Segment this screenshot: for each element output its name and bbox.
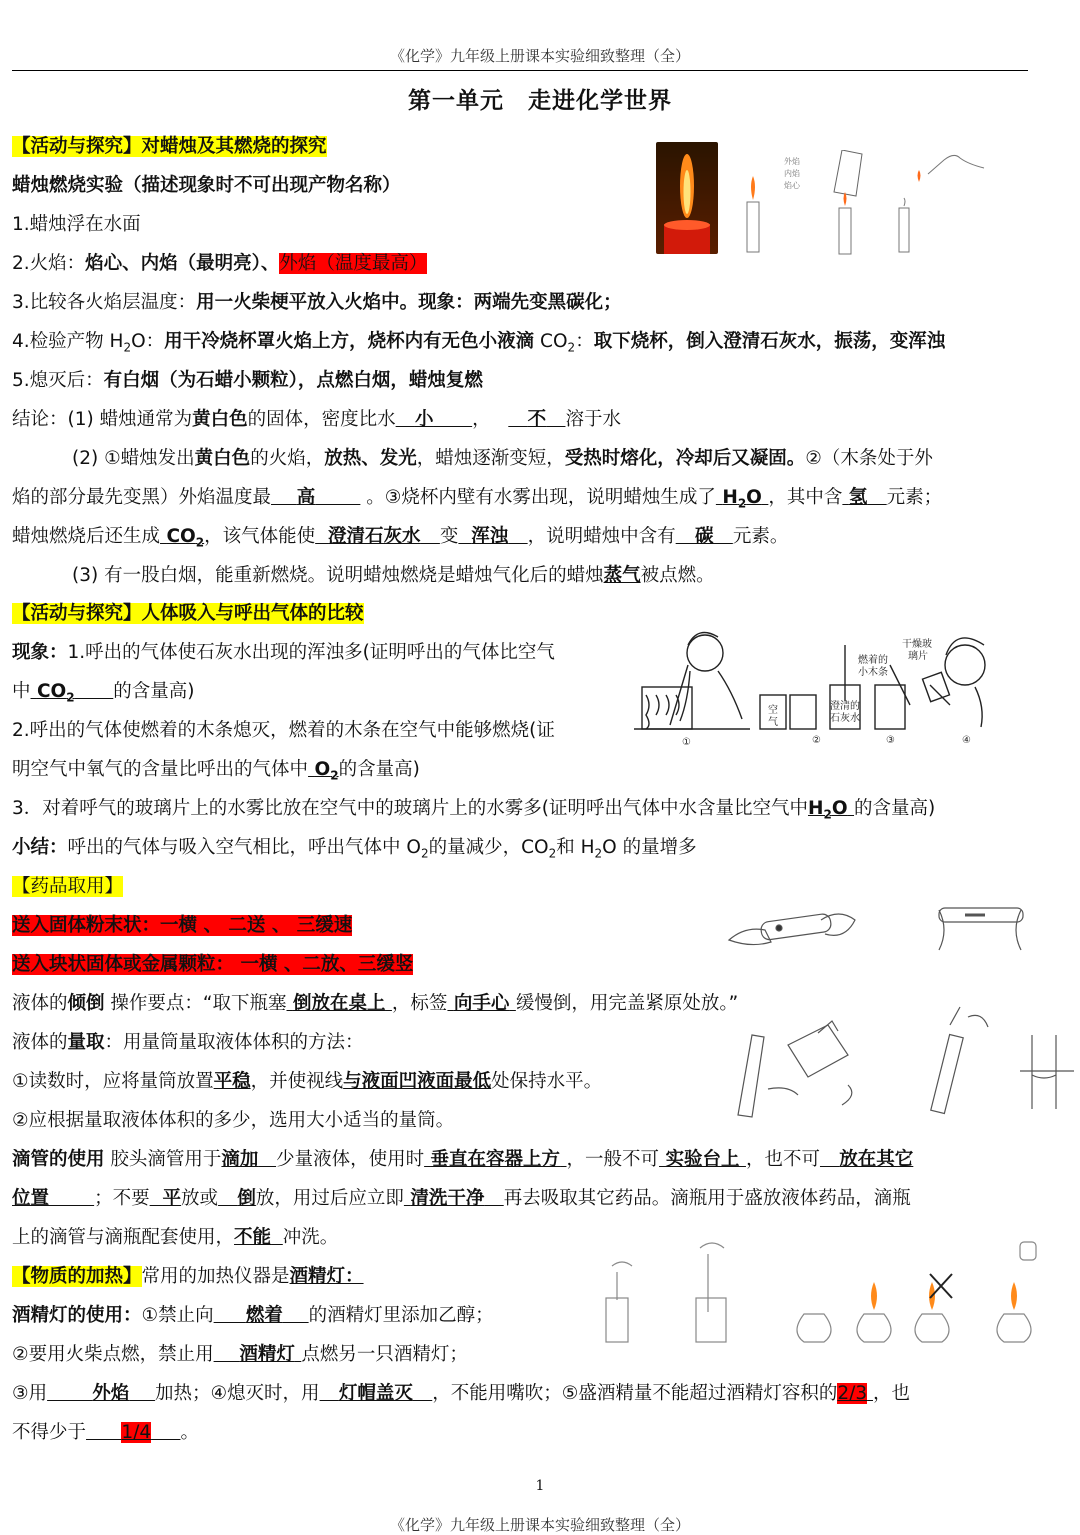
breath-experiment-figure (630, 625, 1000, 750)
alcohol-lamp-figure (600, 1238, 1050, 1348)
conclusion-4: 蜡烛燃烧后还生成 $CO_2$，该气体能使 澄清石灰水 变 浑浊 ，说明蜡烛中含有 碳 元素。 (12, 526, 789, 550)
candle-line-3: 3.比较各火焰层温度：用一火柴梗平放入火焰中。现象：两端先变黑碳化； (12, 292, 622, 313)
page-number: 1 (535, 1478, 545, 1494)
candle-subtitle: 蜡烛燃烧实验（描述现象时不可出现产物名称） (12, 175, 401, 196)
candle-diagrams (738, 150, 1038, 258)
breath-line-4: 明空气中氧气的含量比呼出的气体中 $O_2$的含量高) (12, 759, 420, 783)
page-header: 《化学》九年级上册课本实验细致整理（全） (389, 47, 690, 65)
section-heading-heating: 【物质的加热】 (12, 1266, 142, 1287)
section-heading-reagents: 【药品取用】 (12, 876, 124, 897)
breath-line-5: 3．对着呼气的玻璃片上的水雾比放在空气中的玻璃片上的水雾多(证明呼出气体中水含量比空气中$H_2O$ 的含量高) (12, 798, 936, 822)
svg-text:④: ④ (962, 735, 971, 746)
conclusion-1: 结论：(1) 蜡烛通常为黄白色的固体，密度比水 小 ， 不 溶于水 (12, 409, 621, 430)
lamp-rule-4: 不得少于 1/4 。 (12, 1422, 200, 1443)
svg-text:内焰: 内焰 (784, 169, 800, 178)
conclusion-3: 焰的部分最先变黑）外焰温度最 高 。③烧杯内壁有水雾出现，说明蜡烛生成了 $H_2O$ ，其中含 氢 元素； (12, 487, 943, 511)
page-footer: 《化学》九年级上册课本实验细致整理（全） (389, 1516, 690, 1534)
lamp-rule-2: ②要用火柴点燃，禁止用 酒精灯 点燃另一只酒精灯； (12, 1344, 468, 1365)
dropper-line-2: 位置 ；不要 平放或 倒放，用过后应立即 清洗干净 再去吸取其它药品。滴瓶用于盛放液体药品，滴瓶 (12, 1188, 911, 1209)
candle-line-4: 4.检验产物 $H_2O$：用干冷烧杯罩火焰上方，烧杯内有无色小液滴 $CO_2$：取下烧杯，倒入澄清石灰水，振荡，变浑浊 (12, 331, 946, 355)
heating-line-1: 【物质的加热】常用的加热仪器是酒精灯： (12, 1266, 364, 1287)
svg-text:石灰水: 石灰水 (830, 713, 860, 724)
lamp-rule-1: 酒精灯的使用：①禁止向 燃着 的酒精灯里添加乙醇； (12, 1305, 494, 1326)
candle-line-1: 1.蜡烛浮在水面 (12, 214, 141, 235)
measure-rule-1: ①读数时，应将量筒放置平稳，并使视线与液面凹液面最低处保持水平。 (12, 1071, 603, 1092)
svg-text:璃片: 璃片 (908, 651, 928, 662)
svg-text:澄清的: 澄清的 (830, 701, 860, 712)
svg-text:外焰: 外焰 (784, 157, 800, 166)
svg-text:空: 空 (768, 705, 778, 716)
breath-line-2: 中 $CO_2$ 的含量高) (12, 681, 195, 705)
svg-text:小木条: 小木条 (858, 667, 888, 678)
page-title: 第一单元 走进化学世界 (408, 88, 672, 114)
powder-rule: 送入固体粉末状：一横 、 二送 、 三缓速 (12, 915, 353, 936)
header-rule (12, 70, 1028, 71)
measure-line: 液体的量取：用量筒量取液体体积的方法： (12, 1032, 364, 1053)
svg-text:燃着的: 燃着的 (858, 655, 888, 666)
lamp-rule-3: ③用 外焰 加热；④熄灭时，用 灯帽盖灭 ，不能用嘴吹；⑤盛酒精量不能超过酒精灯容积的2/3 ，也 (12, 1383, 911, 1404)
svg-text:焰心: 焰心 (784, 181, 800, 190)
candle-line-2: 2.火焰：焰心、内焰（最明亮）、外焰（温度最高） (12, 253, 428, 274)
conclusion-5: (3) 有一股白烟，能重新燃烧。说明蜡烛燃烧是蜡烛气化后的蜡烛蒸气被点燃。 (72, 565, 715, 586)
svg-text:②: ② (812, 735, 821, 746)
breath-line-1: 现象：1.呼出的气体使石灰水出现的浑浊多(证明呼出的气体比空气 (12, 642, 555, 663)
breath-summary: 小结：呼出的气体与吸入空气相比，呼出气体中 $O_2$的量减少，$CO_2$和 $H_2O$ 的量增多 (12, 837, 697, 861)
svg-text:气: 气 (768, 717, 778, 728)
solid-rule: 送入块状固体或金属颗粒： 一横 、二放、三缓竖 (12, 954, 414, 975)
svg-text:③: ③ (886, 735, 895, 746)
breath-line-3: 2.呼出的气体使燃着的木条熄灭，燃着的木条在空气中能够燃烧(证 (12, 720, 555, 741)
svg-text:①: ① (682, 737, 691, 748)
conclusion-2: (2) ①蜡烛发出黄白色的火焰，放热、发光，蜡烛逐渐变短，受热时熔化，冷却后又凝固。②（木条处于外 (72, 448, 933, 469)
dropper-line-1: 滴管的使用 胶头滴管用于滴加 少量液体，使用时 垂直在容器上方 ，一般不可 实验台上 ，也不可 放在其它 (12, 1149, 914, 1170)
svg-text:干燥玻: 干燥玻 (902, 639, 932, 650)
candle-photo (656, 142, 718, 254)
measure-rule-2: ②应根据量取液体体积的多少，选用大小适当的量筒。 (12, 1110, 455, 1131)
dropper-line-3: 上的滴管与滴瓶配套使用，不能 冲洗。 (12, 1227, 339, 1248)
section-heading-candle: 【活动与探究】对蜡烛及其燃烧的探究 (12, 136, 327, 157)
solid-transfer-figure (725, 900, 1035, 960)
liquid-handling-figure (728, 1005, 1078, 1120)
candle-line-5: 5.熄灭后：有白烟（为石蜡小颗粒），点燃白烟，蜡烛复燃 (12, 370, 483, 391)
pour-line: 液体的倾倒 操作要点：“取下瓶塞 倒放在桌上 ，标签 向手心 缓慢倒，用完盖紧原处放。” (12, 993, 739, 1014)
section-heading-breath: 【活动与探究】人体吸入与呼出气体的比较 (12, 603, 364, 624)
